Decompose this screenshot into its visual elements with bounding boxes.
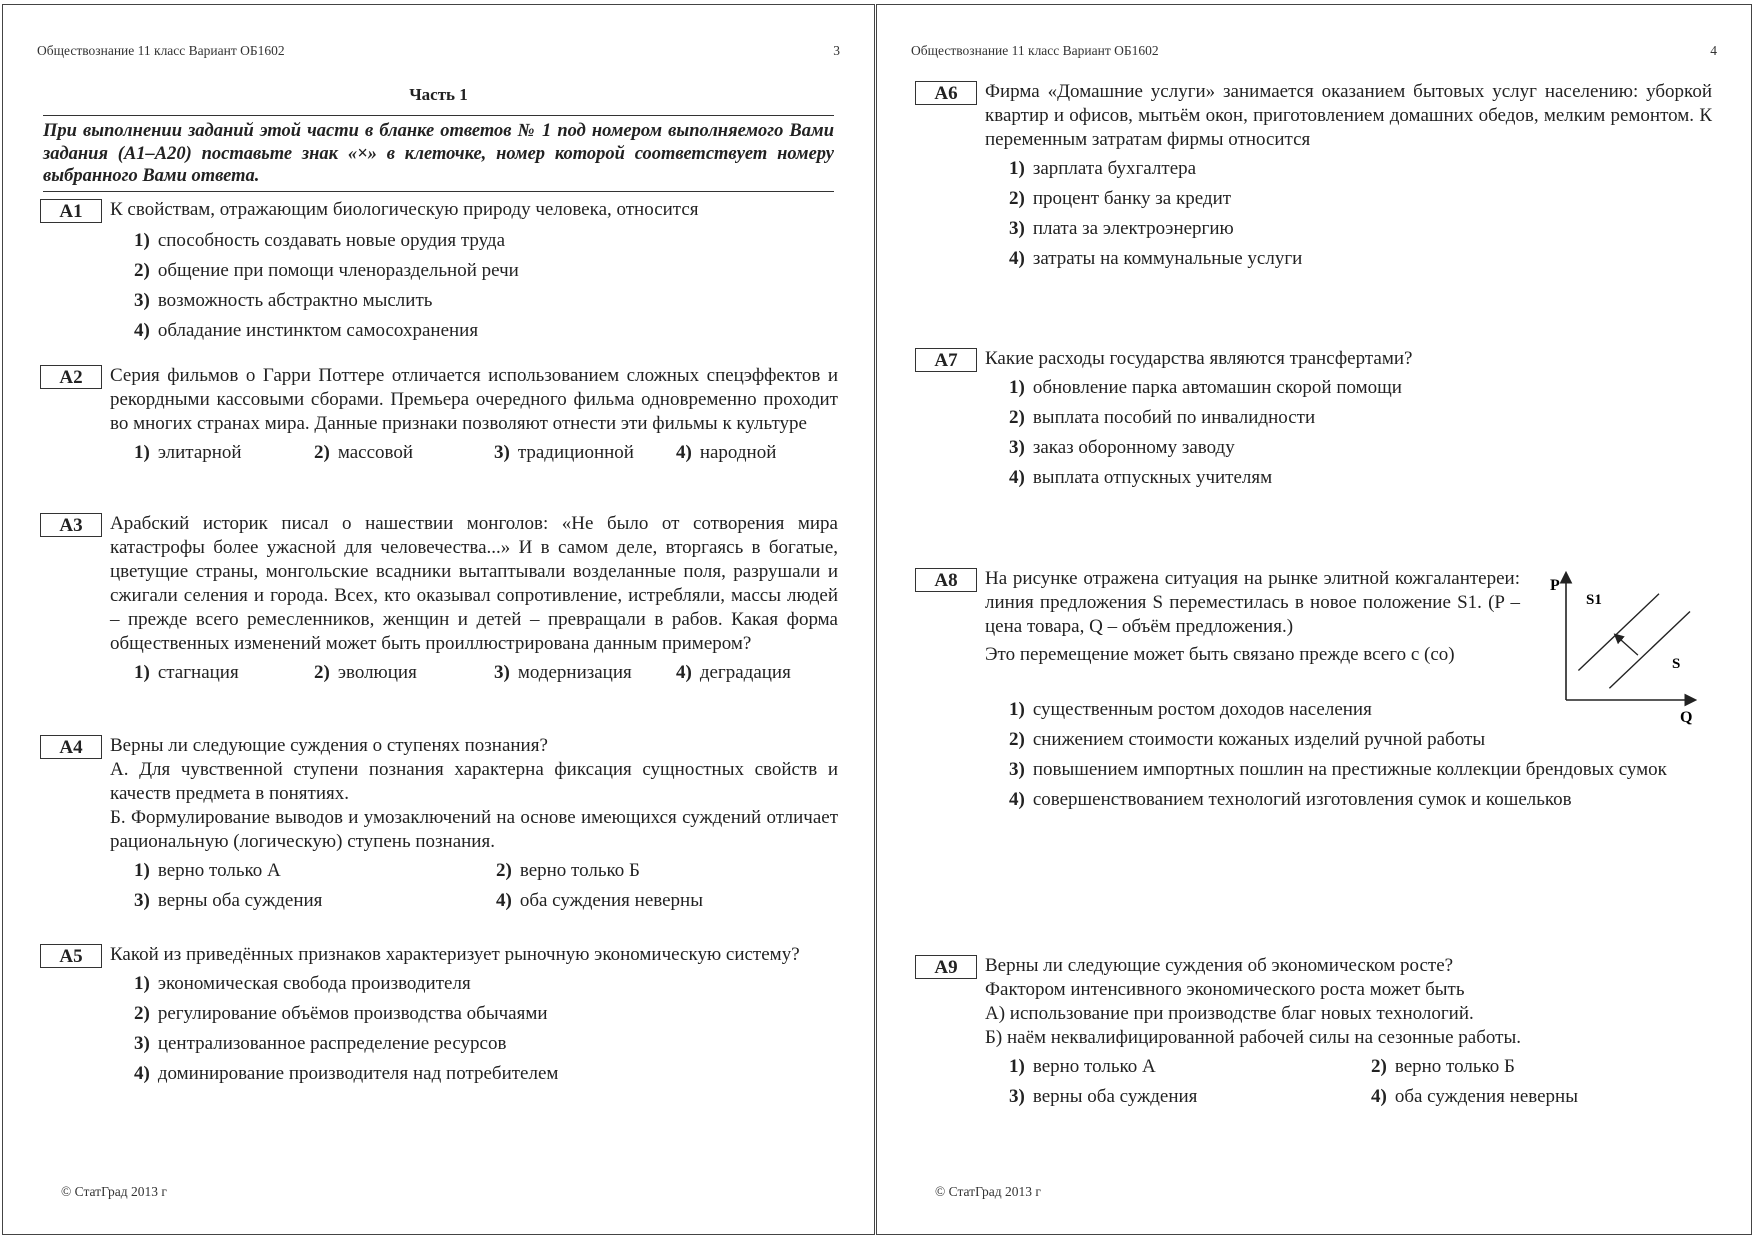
task-a2: [40, 364, 838, 468]
supply-shift-chart: [1538, 570, 1698, 730]
statement-b: Б) наём неквалифицированной рабочей силы на сезонные работы.: [985, 1027, 1521, 1048]
supply-line-s: [1609, 612, 1690, 689]
y-axis-label: P: [1550, 577, 1560, 594]
statement-a: А) использование при производстве благ новых технологий.: [985, 1003, 1474, 1024]
answer-option[interactable]: 2) эволюция: [314, 662, 417, 683]
page-number: 4: [1710, 43, 1717, 58]
answer-option[interactable]: 1) экономическая свобода производителя: [134, 973, 471, 994]
shift-arrow: [1616, 635, 1638, 655]
series-label-s: S: [1672, 656, 1681, 672]
instructions: При выполнении заданий этой части в бланке ответов № 1 под номером выполняемого Вами задания (А1–А20) поставьте знак «×» в клеточке, номер которой соответствует номеру выбранного Вами ответа.: [43, 115, 834, 192]
task-a7: [915, 347, 1712, 493]
task-a1: [40, 198, 782, 346]
page-number: 3: [833, 43, 840, 58]
x-axis-label: Q: [1680, 709, 1693, 726]
task-label: А3: [40, 513, 102, 537]
question-text: Какой из приведённых признаков характеризует рыночную экономическую систему?: [110, 944, 800, 965]
answer-option[interactable]: 4) совершенствованием технологий изготовления сумок и кошельков: [1009, 789, 1572, 810]
question-text: Верны ли следующие суждения о ступенях познания?: [110, 735, 548, 756]
answer-option[interactable]: 2) процент банку за кредит: [1009, 188, 1232, 209]
task-a3: [40, 512, 838, 688]
answer-option[interactable]: 1) верно только А: [1009, 1056, 1156, 1077]
answer-option[interactable]: 2) верно только Б: [1371, 1056, 1515, 1077]
task-label: А2: [40, 365, 102, 389]
question-text: К свойствам, отражающим биологическую природу человека, относится: [110, 199, 699, 220]
question-text: На рисунке отражена ситуация на рынке элитной кожгалантереи: линия предложения S переместилась в новое положение S1. (P – цена товара, Q – объём предложения.): [985, 568, 1520, 637]
question-text: Фирма «Домашние услуги» занимается оказанием бытовых услуг населению: уборкой квартир и офисов, мытьём окон, приготовлением домашних обедов, мелким ремонтом. К переменным затратам фирмы относится: [985, 81, 1712, 150]
answer-option[interactable]: 1) способность создавать новые орудия труда: [134, 230, 506, 251]
statement-a: А. Для чувственной ступени познания характерна фиксация сущностных свойств и качеств предмета в понятиях.: [110, 759, 838, 804]
answer-option[interactable]: 2) массовой: [314, 442, 414, 463]
series-label-s1: S1: [1586, 592, 1602, 608]
answer-option[interactable]: 4) выплата отпускных учителям: [1009, 467, 1273, 488]
question-text: Арабский историк писал о нашествии монголов: «Не было от сотворения мира катастрофы более ужасной для человечества...» И в самом деле, вторгаясь в богатые, цветущие страны, монгольские всадники вытаптывали возделанные поля, разрушали и сжигали селения и города. Всех, кто оказывал сопротивление, истребляли, массы людей – прежде всего ремесленников, женщин и детей – превращали в рабов. Какая форма общественных изменений может быть проиллюстрирована данным примером?: [110, 513, 838, 654]
answer-option[interactable]: 3) верны оба суждения: [134, 890, 323, 911]
answer-option[interactable]: 2) регулирование объёмов производства обычаями: [134, 1003, 548, 1024]
task-label: А9: [915, 955, 977, 979]
answer-option[interactable]: 4) обладание инстинктом самосохранения: [134, 320, 479, 341]
answer-option[interactable]: 1) существенным ростом доходов населения: [1009, 699, 1372, 720]
answer-option[interactable]: 2) общение при помощи членораздельной речи: [134, 260, 519, 281]
task-a6: [915, 80, 1712, 274]
answer-option[interactable]: 1) зарплата бухгалтера: [1009, 158, 1197, 179]
answer-option[interactable]: 1) верно только А: [134, 860, 281, 881]
task-label: А5: [40, 944, 102, 968]
task-label: А1: [40, 199, 102, 223]
answer-option[interactable]: 2) верно только Б: [496, 860, 640, 881]
answer-option[interactable]: 4) деградация: [676, 662, 791, 683]
answer-option[interactable]: 1) элитарной: [134, 442, 242, 463]
statement-b: Б. Формулирование выводов и умозаключений на основе имеющихся суждений отличает рациональную (логическую) ступень познания.: [110, 807, 838, 852]
answer-option[interactable]: 3) заказ оборонному заводу: [1009, 437, 1235, 458]
task-label: А6: [915, 81, 977, 105]
answer-option[interactable]: 4) народной: [676, 442, 777, 463]
question-text: Какие расходы государства являются трансфертами?: [985, 348, 1413, 369]
answer-option[interactable]: 3) модернизация: [494, 662, 632, 683]
task-label: А8: [915, 568, 977, 592]
task-a9: [915, 954, 1712, 1112]
answer-option[interactable]: 3) централизованное распределение ресурсов: [134, 1033, 507, 1054]
answer-option[interactable]: 3) возможность абстрактно мыслить: [134, 290, 433, 311]
page-header: [911, 43, 1717, 59]
answer-option[interactable]: 1) стагнация: [134, 662, 239, 683]
answer-option[interactable]: 4) затраты на коммунальные услуги: [1009, 248, 1303, 269]
footer: © СтатГрад 2013 г: [61, 1184, 167, 1199]
part-title: Часть 1: [409, 85, 468, 104]
header-text: Обществознание 11 класс Вариант ОБ1602: [37, 43, 285, 58]
task-a4: [40, 734, 838, 916]
answer-option[interactable]: 3) верны оба суждения: [1009, 1086, 1198, 1107]
answer-option[interactable]: 3) плата за электроэнергию: [1009, 218, 1234, 239]
task-label: А4: [40, 735, 102, 759]
answer-option[interactable]: 3) повышением импортных пошлин на престижные коллекции брендовых сумок: [1009, 759, 1667, 780]
answer-option[interactable]: 1) обновление парка автомашин скорой помощи: [1009, 377, 1402, 398]
question-subtext: Фактором интенсивного экономического роста может быть: [985, 979, 1465, 1000]
answer-option[interactable]: 4) оба суждения неверны: [496, 890, 703, 911]
question-text-continued: Это перемещение может быть связано прежде всего с (со): [985, 644, 1455, 665]
answer-option[interactable]: 4) доминирование производителя над потребителем: [134, 1063, 559, 1084]
header-text: Обществознание 11 класс Вариант ОБ1602: [911, 43, 1159, 58]
answer-option[interactable]: 4) оба суждения неверны: [1371, 1086, 1578, 1107]
footer: © СтатГрад 2013 г: [935, 1184, 1041, 1199]
answer-option[interactable]: 3) традиционной: [494, 442, 634, 463]
task-label: А7: [915, 348, 977, 372]
answer-option[interactable]: 2) выплата пособий по инвалидности: [1009, 407, 1316, 428]
question-text: Серия фильмов о Гарри Поттере отличается использованием сложных спецэффектов и рекордными кассовыми сборами. Премьера очередного фильма одновременно проходит во многих странах мира. Данные признаки позволяют отнести эти фильмы к культуре: [110, 365, 838, 434]
task-a5: [40, 943, 838, 1089]
page-header: [37, 43, 840, 59]
question-text: Верны ли следующие суждения об экономическом росте?: [985, 955, 1454, 976]
answer-option[interactable]: 2) снижением стоимости кожаных изделий ручной работы: [1009, 729, 1486, 750]
